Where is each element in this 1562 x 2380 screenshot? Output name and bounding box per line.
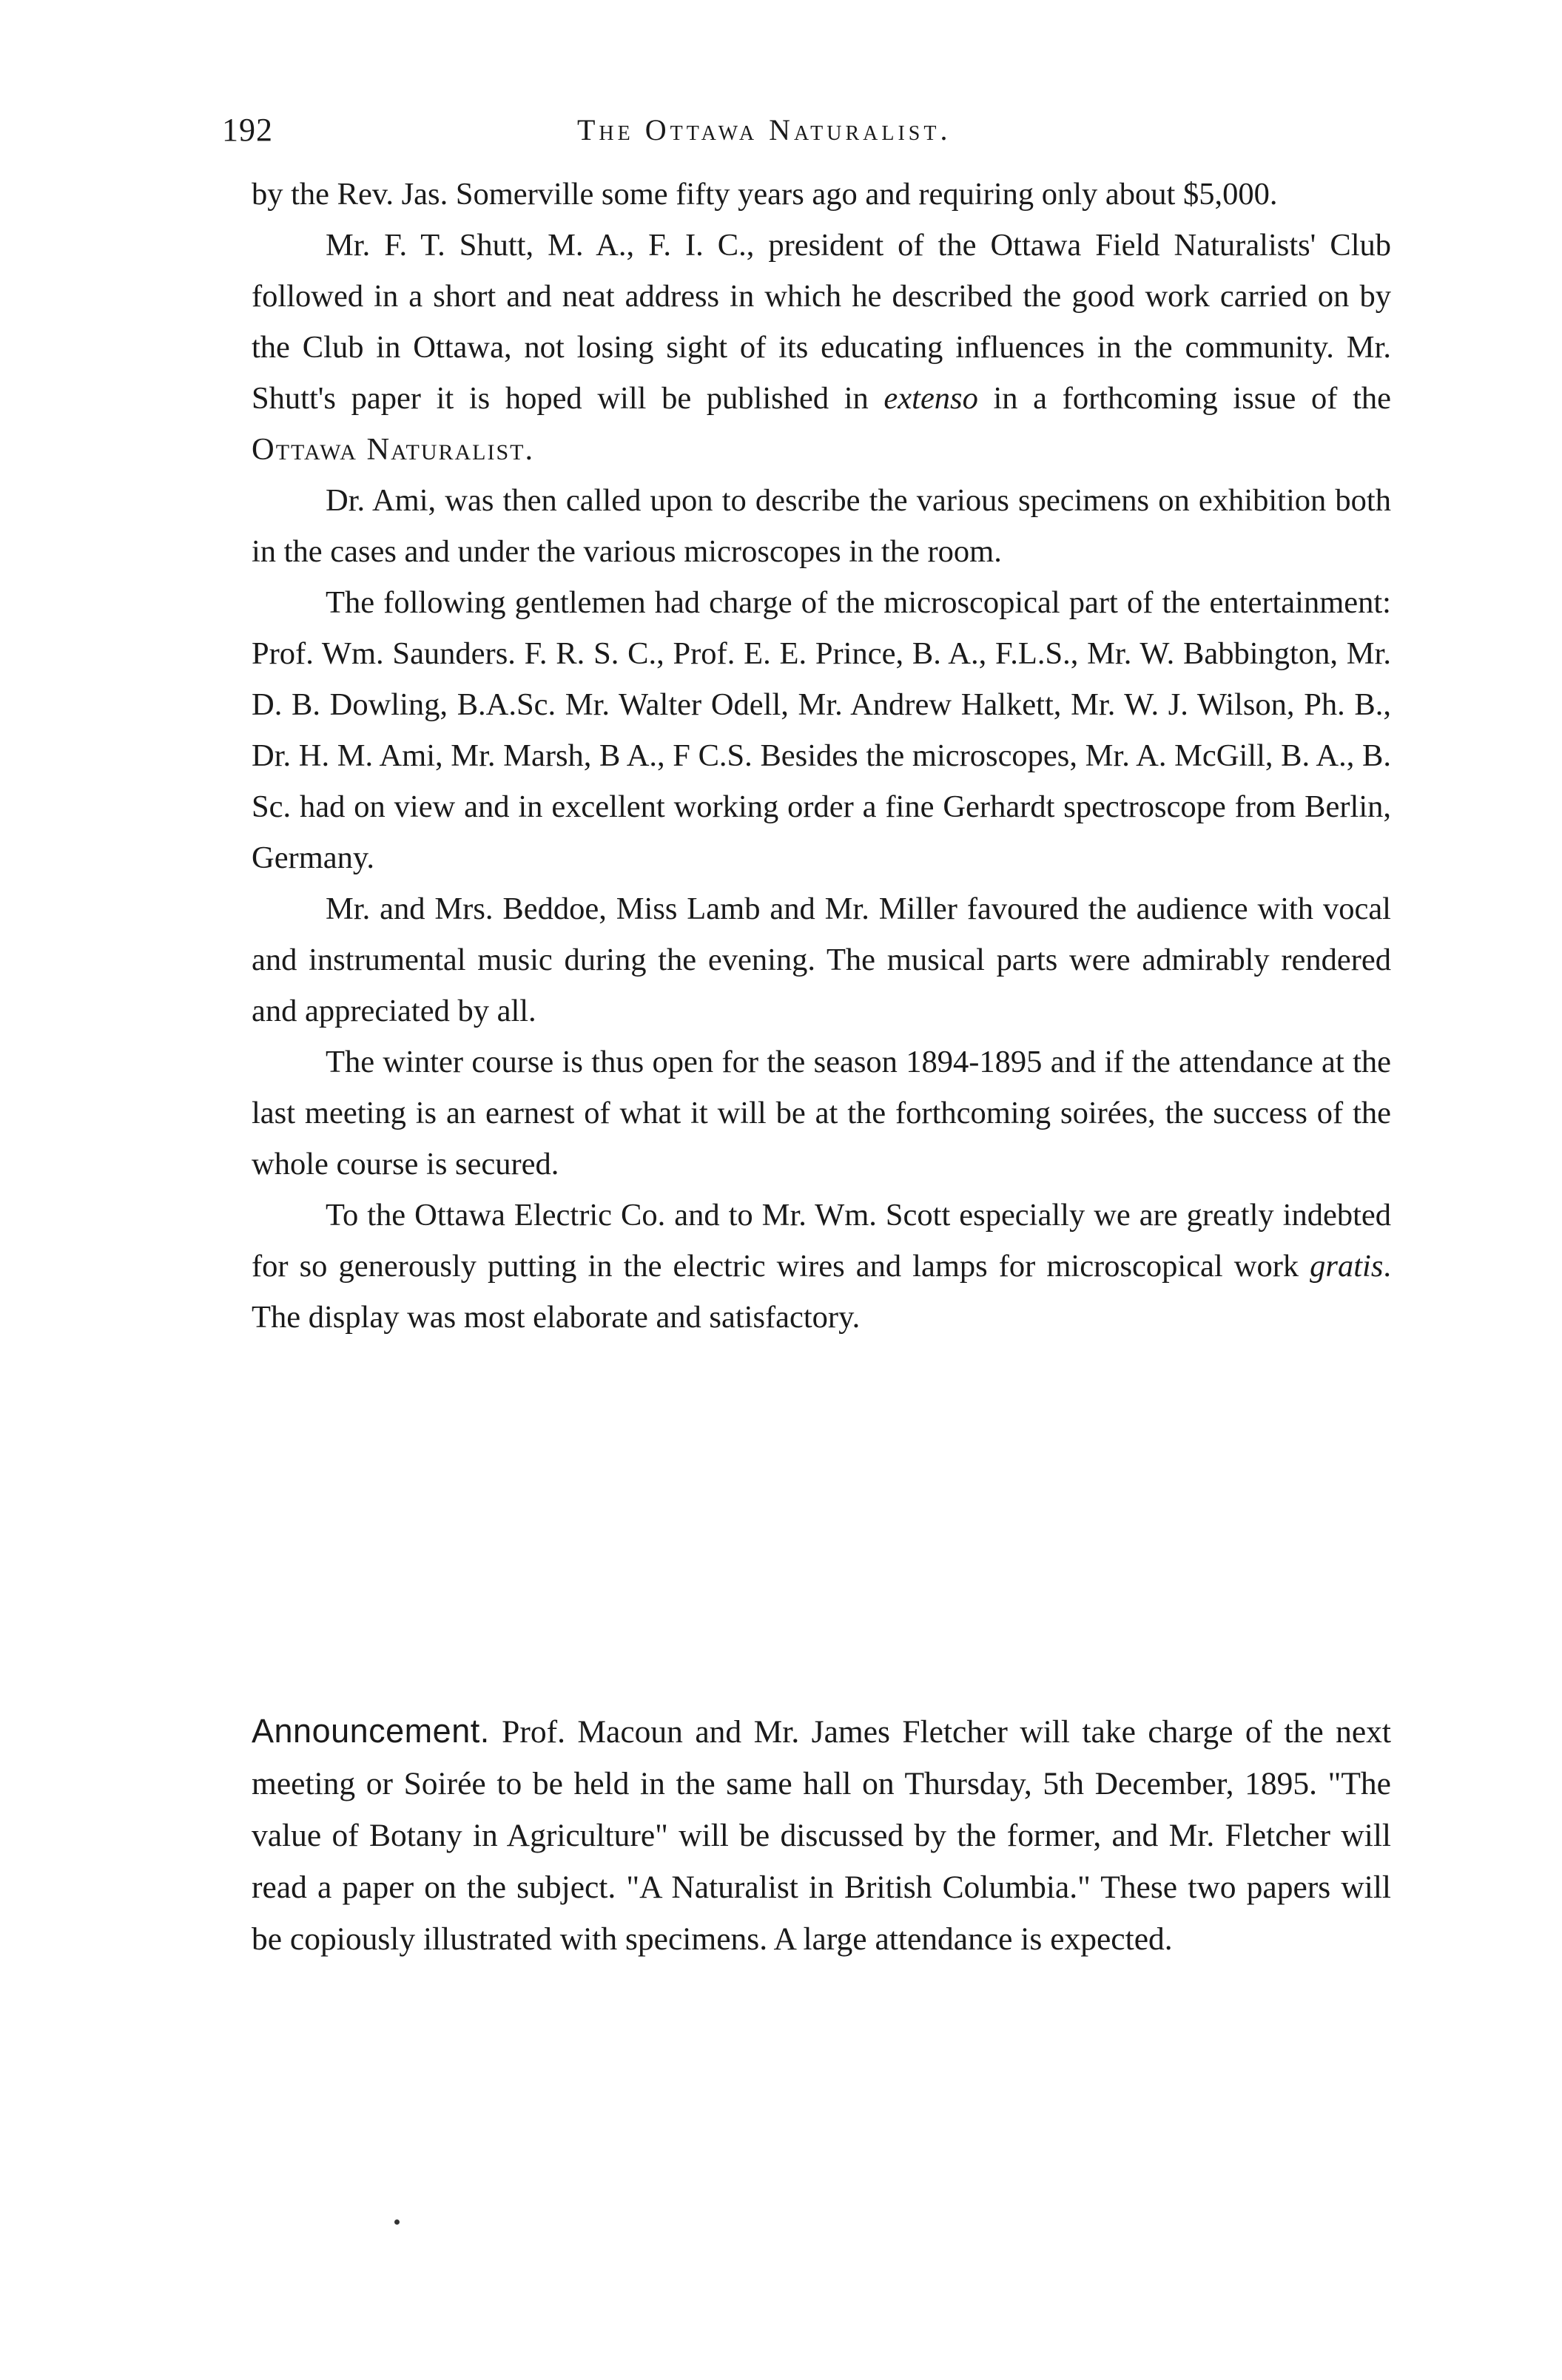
journal-title: Ottawa Naturalist (252, 432, 525, 467)
page-number: 192 (222, 112, 273, 148)
body-text (252, 169, 1391, 1343)
paragraph-continuation: by the Rev. Jas. Somerville some fifty years ago and requiring only about $5,000. (252, 177, 1278, 212)
paragraph-music: Mr. and Mrs. Beddoe, Miss Lamb and Mr. Miller favoured the audience with vocal and instrumental music during the evening. The musical parts were admirably rendered and appreciated by all. (252, 891, 1391, 1028)
paragraph-text: . The display was most elaborate and satisfactory. (252, 1249, 1391, 1335)
paragraph-text: in a forthcoming issue of the (977, 381, 1391, 416)
paragraph-text: Mr. F. T. Shutt, M. A., F. I. C., president of the Ottawa Field Naturalists' Club followed in a short and neat address in which he described the good work carried on by the Club in Ottawa, not losing sight of its educating influences in the community. Mr. Shutt's paper it is hoped will be published in (252, 228, 1391, 416)
paragraph-acknowledgement (252, 1190, 1391, 1343)
ink-speck (394, 2219, 400, 2225)
paragraph-winter-course: The winter course is thus open for the season 1894-1895 and if the attendance at the last meeting is an earnest of what it will be at the forthcoming soirées, the success of the whole course is secured. (252, 1045, 1391, 1181)
paragraph-shutt-address (252, 220, 1391, 475)
paragraph-microscopy-gentlemen: The following gentlemen had charge of the microscopical part of the entertainment: Prof. Wm. Saunders. F. R. S. C., Prof. E. E. Prince, B. A., F.L.S., Mr. W. Babbington, Mr. D. B. Dowling, B.A.Sc. Mr. Walter Odell, Mr. Andrew Halkett, Mr. W. J. Wilson, Ph. B., Dr. H. M. Ami, Mr. Marsh, B A., F C.S. Besides the microscopes, Mr. A. McGill, B. A., B. Sc. had on view and in excellent working order a fine Gerhardt spectroscope from Berlin, Germany. (252, 585, 1391, 875)
paragraph-ami-specimens: Dr. Ami, was then called upon to describe the various specimens on exhibition both in the cases and under the various microscopes in the room. (252, 483, 1391, 569)
announcement-section (252, 1705, 1391, 1965)
paragraph-text: . (525, 432, 533, 467)
italic-term: extenso (883, 381, 978, 416)
page-header (222, 111, 1376, 163)
announcement-heading: Announcement. (252, 1712, 490, 1750)
announcement-text: Prof. Macoun and Mr. James Fletcher will take charge of the next meeting or Soirée to be held in the same hall on Thursday, 5th December, 1895. "The value of Botany in Agriculture" will be discussed by the former, and Mr. Fletcher will read a paper on the subject. "A Naturalist in British Columbia." These two papers will be copiously illustrated with specimens. A large attendance is expected. (252, 1714, 1391, 1957)
running-title: The Ottawa Naturalist. (577, 113, 952, 146)
announcement-paragraph (252, 1705, 1391, 1965)
italic-term: gratis (1310, 1249, 1384, 1284)
paragraph-text: To the Ottawa Electric Co. and to Mr. Wm. Scott especially we are greatly indebted for so generously putting in the electric wires and lamps for microscopical work (252, 1198, 1391, 1284)
